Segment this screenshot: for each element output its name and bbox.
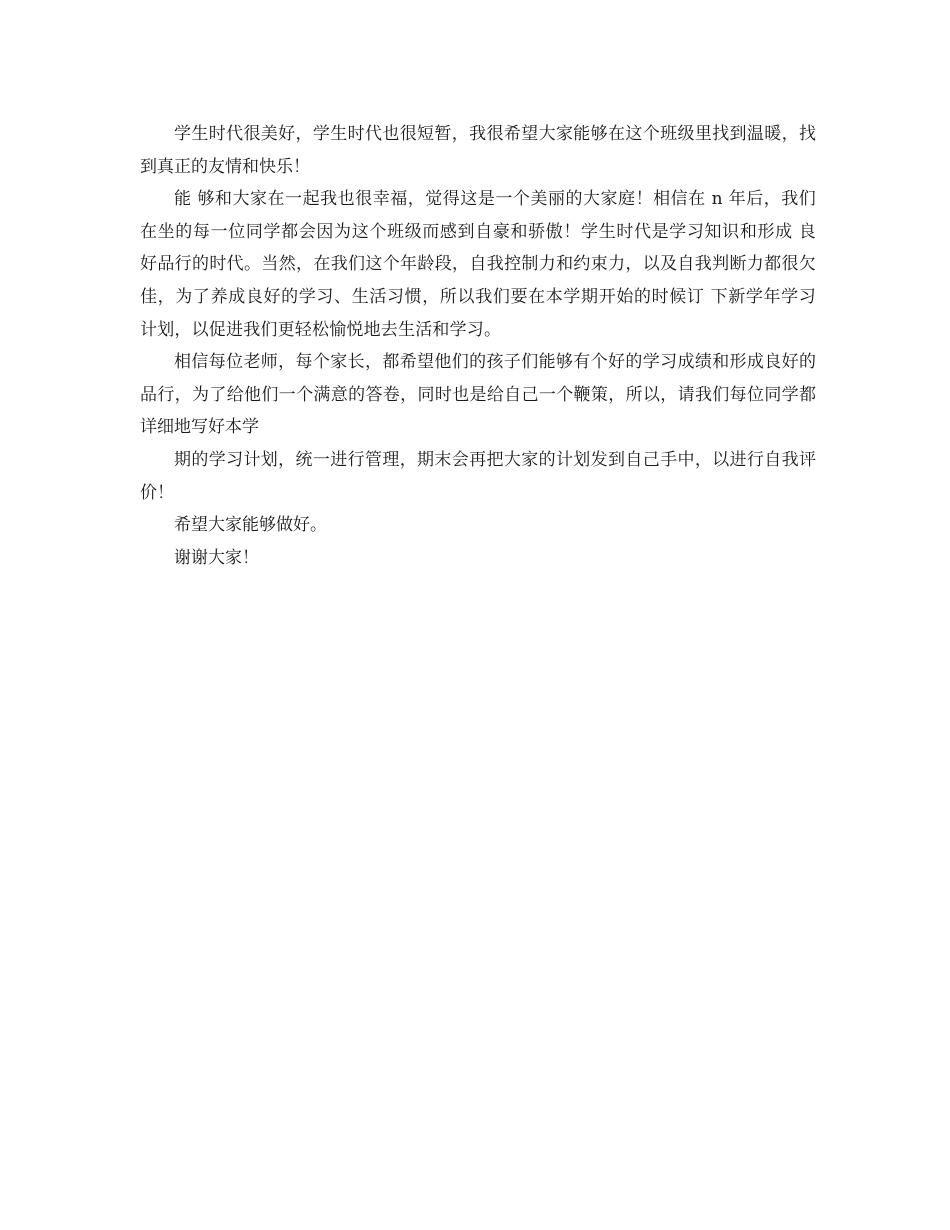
paragraph-3: 相信每位老师，每个家长，都希望他们的孩子们能够有个好的学习成绩和形成良好的品行，为了给他们一个满意的答卷，同时也是给自己一个鞭策，所以，请我们每位同学都详细地写好本学 (140, 352, 816, 438)
paragraph-4: 期的学习计划，统一进行管理，期末会再把大家的计划发到自己手中，以进行自我评价！ (140, 449, 816, 503)
paragraph-1: 学生时代很美好，学生时代也很短暂，我很希望大家能够在这个班级里找到温暖，找到真正的友情和快乐！ (140, 124, 816, 177)
paragraph-2: 能 够和大家在一起我也很幸福，觉得这是一个美丽的大家庭！相信在 n 年后，我们在坐的每一位同学都会因为这个班级而感到自豪和骄傲！学生时代是学习知识和形成 良好品行的时代。当然，在我们这个年龄段，自我控制力和约束力，以及自我判断力都很欠佳，为了养成良好的学习、生活习惯，所以我们要在本学期开始的时候订 下新学年学习计划，以促进我们更轻松愉悦地去生活和学习。 (140, 189, 816, 340)
document-body (140, 118, 816, 574)
paragraph-6: 谢谢大家！ (174, 547, 259, 568)
paragraph-5: 希望大家能够做好。 (174, 515, 327, 536)
